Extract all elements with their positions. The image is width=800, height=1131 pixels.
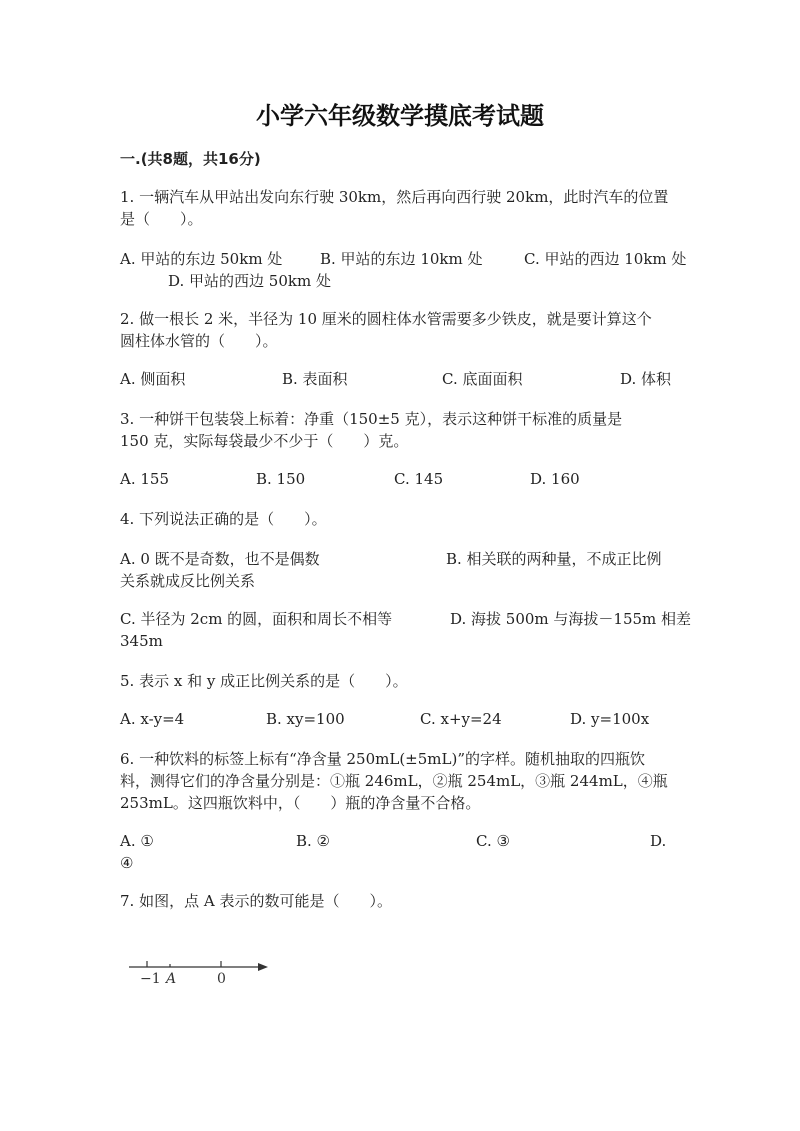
question-6-line-2: 料，测得它们的净含量分别是：①瓶 246mL，②瓶 254mL，③瓶 244mL，④瓶 xyxy=(120,772,668,790)
question-4-options-cd xyxy=(120,608,692,652)
option-b-continued: 关系就成反比例关系 xyxy=(120,572,256,590)
option-d-continued: ④ xyxy=(120,854,134,872)
option-c: C. 底面面积 xyxy=(442,370,523,388)
option-a: A. 甲站的东边 50km 处 xyxy=(120,250,283,268)
question-4-options-ab xyxy=(120,548,680,592)
option-a: A. 0 既不是奇数，也不是偶数 xyxy=(120,550,320,568)
option-c: C. ③ xyxy=(476,832,510,850)
question-6 xyxy=(120,748,680,814)
question-4-line-1: 4. 下列说法正确的是（ ）。 xyxy=(120,510,327,528)
page-title: 小学六年级数学摸底考试题 xyxy=(256,102,544,130)
question-5-line-1: 5. 表示 x 和 y 成正比例关系的是（ ）。 xyxy=(120,672,408,690)
option-a: A. 155 xyxy=(120,470,169,488)
option-d: D. xyxy=(650,832,667,850)
question-5-options xyxy=(120,708,680,730)
option-b: B. 相关联的两种量，不成正比例 xyxy=(446,550,662,568)
question-4 xyxy=(120,508,680,530)
question-2 xyxy=(120,308,680,352)
question-2-line-2: 圆柱体水管的（ ）。 xyxy=(120,332,278,350)
option-a: A. x-y=4 xyxy=(120,710,185,728)
section-heading: 一.(共8题，共16分) xyxy=(120,150,261,168)
option-d-continued: 345m xyxy=(120,632,163,650)
option-b: B. ② xyxy=(296,832,331,850)
label-zero: 0 xyxy=(217,971,226,987)
question-1-options xyxy=(120,248,687,292)
number-line-arrow-icon xyxy=(258,963,268,971)
option-c: C. x+y=24 xyxy=(420,710,502,728)
question-6-line-1: 6. 一种饮料的标签上标有“净含量 250mL(±5mL)”的字样。随机抽取的四瓶饮 xyxy=(120,750,646,768)
option-d: D. 体积 xyxy=(620,370,672,388)
question-1-line-2: 是（ ）。 xyxy=(120,210,203,228)
option-c: C. 半径为 2cm 的圆，面积和周长不相等 xyxy=(120,610,393,628)
question-6-line-3: 253mL。这四瓶饮料中，（ ）瓶的净含量不合格。 xyxy=(120,794,481,812)
number-line-svg xyxy=(125,955,275,995)
question-1 xyxy=(120,186,680,230)
option-d: D. 160 xyxy=(530,470,580,488)
question-3-options xyxy=(120,468,680,490)
option-d: D. 海拔 500m 与海拔－155m 相差 xyxy=(450,610,692,628)
question-2-line-1: 2. 做一根长 2 米，半径为 10 厘米的圆柱体水管需要多少铁皮，就是要计算这个 xyxy=(120,310,652,328)
question-2-options xyxy=(120,368,680,390)
question-3 xyxy=(120,408,680,452)
option-a: A. 侧面积 xyxy=(120,370,186,388)
option-c: C. 145 xyxy=(394,470,444,488)
question-5 xyxy=(120,670,680,692)
label-point-a: A xyxy=(166,971,177,987)
option-b: B. xy=100 xyxy=(266,710,345,728)
option-b: B. 甲站的东边 10km 处 xyxy=(320,250,483,268)
question-1-line-1: 1. 一辆汽车从甲站出发向东行驶 30km，然后再向西行驶 20km，此时汽车的位置 xyxy=(120,188,669,206)
option-b: B. 150 xyxy=(256,470,306,488)
label-minus-one: −1 xyxy=(140,971,161,987)
question-7 xyxy=(120,890,680,912)
option-b: B. 表面积 xyxy=(282,370,348,388)
option-d: D. y=100x xyxy=(570,710,650,728)
option-c: C. 甲站的西边 10km 处 xyxy=(524,250,687,268)
option-d: D. 甲站的西边 50km 处 xyxy=(168,272,331,290)
question-3-line-2: 150 克，实际每袋最少不少于（ ）克。 xyxy=(120,432,409,450)
question-3-line-1: 3. 一种饼干包装袋上标着：净重（150±5 克），表示这种饼干标准的质量是 xyxy=(120,410,623,428)
number-line-figure xyxy=(125,955,275,995)
question-7-line-1: 7. 如图，点 A 表示的数可能是（ ）。 xyxy=(120,892,392,910)
question-6-options xyxy=(120,830,680,874)
option-a: A. ① xyxy=(120,832,154,850)
